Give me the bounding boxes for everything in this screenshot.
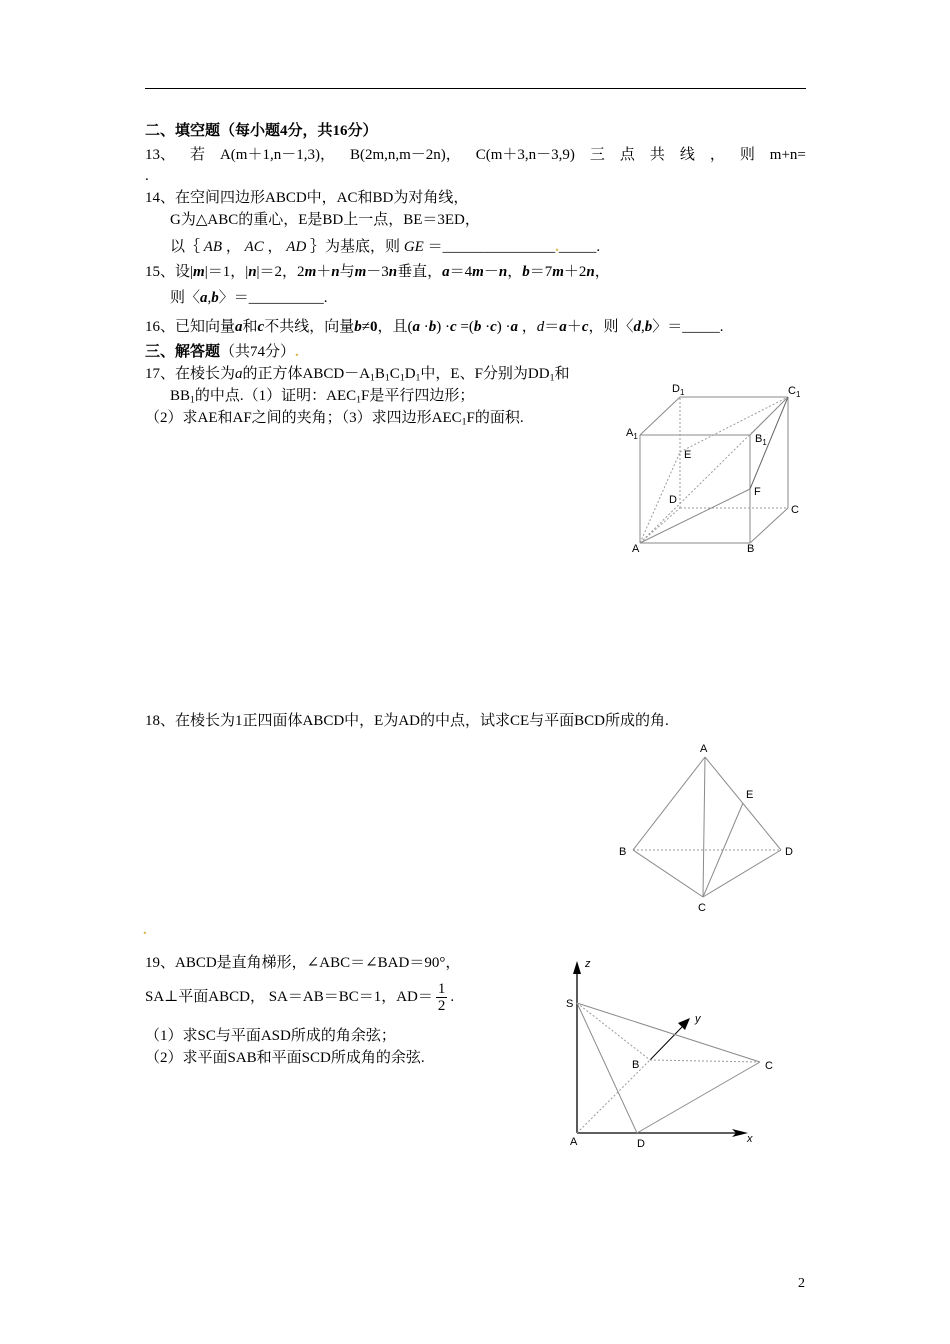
label-a1: $A_1$ (626, 427, 638, 441)
text-run: 点 (619, 147, 635, 163)
text-run: B(2m,n,m－2n)， (349, 147, 461, 163)
text-run: F是平行四边形； (361, 388, 475, 404)
vector-symbol: n (388, 264, 398, 280)
q14-line2: G为△ABC的重心，E是BD上一点，BE＝3ED， (170, 212, 480, 228)
label-c: C (698, 902, 706, 914)
label-b: B (619, 846, 627, 858)
text-run: ) · (496, 319, 511, 335)
q16-line1 (145, 317, 724, 337)
fraction-numerator: 1 (437, 981, 446, 997)
vector-symbol: c (490, 319, 497, 335)
vector-symbol: n (586, 264, 595, 280)
vector-symbol: m (472, 264, 484, 280)
text-run: _______________ (442, 239, 556, 255)
text-run: C(m＋3,n－3,9) (475, 147, 575, 163)
vector-symbol: m (354, 264, 367, 280)
vector-symbol: c (581, 319, 589, 335)
text-run: （2）求AE和AF之间的夹角；（3）求四边形AEC (145, 410, 462, 426)
text-run: 与 (339, 264, 355, 280)
vector-symbol: a (235, 319, 243, 335)
section2-title: 二、填空题（每小题4分，共16分） (145, 123, 378, 139)
vector-symbol: c (257, 319, 265, 335)
segment-a-f (640, 489, 750, 543)
vector-symbol: a (412, 319, 420, 335)
segment-b-c (650, 1060, 760, 1062)
subscript: 1 (356, 394, 362, 406)
vector-symbol: n (248, 264, 257, 280)
label-c: C (765, 1060, 773, 1072)
text-run: 的正方体ABCD－A (242, 366, 371, 382)
edge-b-c (633, 850, 703, 897)
section3-title (145, 342, 299, 362)
math-italic: AD (286, 239, 307, 255)
text-run: 和 (554, 366, 570, 382)
vector-symbol: a (442, 264, 450, 280)
tetrahedron-figure (615, 740, 800, 918)
q15-line1 (145, 262, 610, 282)
text-run: ＝7 (529, 264, 553, 280)
text-run: F的面积. (466, 410, 524, 426)
cube-figure (615, 375, 810, 560)
label-a: A (570, 1136, 578, 1148)
vector-symbol: b (354, 319, 362, 335)
math-italic: d (536, 319, 545, 335)
math-italic: GE (403, 239, 424, 255)
label-b1: $B_1$ (755, 433, 767, 447)
label-f: F (754, 486, 761, 498)
text-run: B (374, 366, 385, 382)
diagonal-a-c1 (640, 397, 788, 543)
segment-e-c1 (680, 397, 788, 452)
vector-symbol: m (304, 264, 317, 280)
edge-a-b (633, 757, 705, 850)
label-s: S (566, 998, 574, 1010)
text-run: D (404, 366, 416, 382)
q13-tail: . (145, 168, 149, 184)
text-run: ， (594, 264, 610, 280)
math-italic: a (235, 366, 243, 382)
vector-symbol: n (498, 264, 508, 280)
text-run: 三 (589, 147, 605, 163)
text-run: C (389, 366, 400, 382)
text-run: 17、在棱长为 (145, 366, 236, 382)
vector-symbol: n (331, 264, 340, 280)
text-run: |＝1，| (204, 264, 249, 280)
q18-line: 18、在棱长为1正四面体ABCD中，E为AD的中点，试求CE与平面BCD所成的角. (145, 713, 669, 729)
text-run: __________ (248, 290, 324, 306)
y-axis-arrow (678, 1018, 690, 1030)
q19-line2-text: SA⊥平面ABCD， SA＝AB＝BC＝1，AD＝ (145, 988, 433, 1005)
subscript: 1 (370, 372, 375, 384)
text-run: 15、设| (145, 264, 194, 280)
vector-symbol: m (193, 264, 205, 280)
text-run: ≠ (361, 319, 370, 335)
label-c1: $C_1$ (788, 385, 801, 399)
text-run: ， (518, 319, 537, 335)
label-d: D (637, 1138, 645, 1150)
label-d: D (669, 494, 677, 506)
vector-symbol: b (522, 264, 530, 280)
text-run: ＝ (544, 319, 560, 335)
q13-line (145, 145, 806, 165)
text-run: 〉＝ (652, 319, 683, 335)
text-run: （共74分） (220, 344, 296, 360)
text-run: 若 (189, 147, 205, 163)
subscript: 1 (415, 372, 421, 384)
subscript: 1 (461, 416, 467, 428)
bold-run: 三、解答题 (145, 344, 221, 360)
text-run: 线 (679, 147, 695, 163)
label-a: A (700, 743, 708, 755)
text-run: . (323, 290, 328, 306)
vector-symbol: c (449, 319, 457, 335)
q17-line1 (145, 364, 569, 388)
q15-line2 (170, 288, 328, 308)
text-run: ，且( (377, 319, 413, 335)
text-run: · (481, 319, 491, 335)
text-run: 的中点.（1）证明：AEC (194, 388, 357, 404)
vector-symbol: b (211, 290, 219, 306)
text-run: 共 (649, 147, 665, 163)
fraction (436, 981, 448, 1014)
text-run: ， (222, 239, 245, 255)
vector-symbol: d (633, 319, 641, 335)
label-y: y (695, 1013, 701, 1025)
edge-a-c (703, 757, 705, 897)
q19-line4: （2）求平面SAB和平面SCD所成角的余弦. (145, 1050, 425, 1066)
text-run: 中，E、F分别为DD (420, 366, 550, 382)
label-b: B (632, 1059, 640, 1071)
text-run: 则〈 (170, 290, 201, 306)
q19-line1: 19、ABCD是直角梯形，∠ABC＝∠BAD＝90°， (145, 955, 461, 971)
label-d: D (785, 846, 793, 858)
z-axis-arrow (573, 961, 581, 974)
text-run: 以｛ (170, 239, 204, 255)
fraction-denominator: 2 (437, 998, 446, 1014)
q19-line2-end: . (450, 988, 455, 1005)
text-run: 不共线，向量 (264, 319, 355, 335)
subscript: 1 (190, 394, 195, 406)
text-run: 16、已知向量 (145, 319, 236, 335)
label-b: B (747, 543, 755, 555)
vector-symbol: a (510, 319, 519, 335)
text-run: ｝为基底，则 (306, 239, 404, 255)
segment-s-c (577, 1003, 760, 1062)
text-run: m+n= (769, 147, 806, 163)
bold-run: 0 (369, 319, 378, 335)
segment-s-b (577, 1003, 650, 1060)
text-run: _____ (682, 319, 720, 335)
text-run: ， (709, 147, 725, 163)
subscript: 1 (549, 372, 555, 384)
text-run: ＝4 (449, 264, 473, 280)
text-run: ＋2 (563, 264, 587, 280)
text-run: ， (507, 264, 523, 280)
text-run: ，则〈 (588, 319, 634, 335)
text-run: ) · (436, 319, 450, 335)
math-italic: AC (244, 239, 264, 255)
label-e: E (746, 789, 754, 801)
text-run: 和 (242, 319, 258, 335)
edge-c-d (703, 850, 781, 897)
vector-symbol: b (473, 319, 482, 335)
text-run: . (719, 319, 724, 335)
text-run: ， (263, 239, 287, 255)
text-run: ＋ (566, 319, 582, 335)
label-x: x (747, 1133, 753, 1145)
q14-line1: 14、在空间四边形ABCD中，AC和BD为对角线， (145, 190, 469, 206)
q17-line3 (145, 408, 524, 432)
marker-dot: . (555, 239, 559, 255)
label-d1: $D_1$ (672, 383, 685, 397)
vector-symbol: b (428, 319, 437, 335)
text-run: －3 (366, 264, 389, 280)
text-run: 垂直， (397, 264, 443, 280)
text-run: _____ (558, 239, 597, 255)
page-number: 2 (798, 1276, 805, 1291)
text-run: － (483, 264, 499, 280)
text-run: , (207, 290, 212, 306)
label-a: A (632, 543, 640, 555)
q14-line3 (170, 237, 600, 257)
subscript: 1 (384, 372, 390, 384)
label-z: z (585, 958, 591, 970)
text-run: ＋ (316, 264, 332, 280)
edge-d1-a1 (640, 397, 680, 435)
text-run: ＝ (423, 239, 443, 255)
q19-line2 (145, 981, 454, 1014)
marker-dot: . (295, 344, 299, 360)
edge-b-c (750, 508, 788, 543)
text-run: 13、 (145, 147, 176, 163)
text-run: =( (456, 319, 474, 335)
vector-symbol: a (559, 319, 567, 335)
vector-symbol: m (552, 264, 564, 280)
math-italic: AB (203, 239, 223, 255)
label-e: E (684, 449, 692, 461)
text-run: . (596, 239, 601, 255)
marker-dot: . (143, 922, 147, 938)
vector-symbol: a (200, 290, 208, 306)
text-run: A(m＋1,n－1,3)， (219, 147, 335, 163)
subscript: 1 (399, 372, 405, 384)
q17-line2 (170, 386, 474, 410)
text-run: 〉＝ (218, 290, 249, 306)
text-run: · (419, 319, 429, 335)
text-run: , (641, 319, 645, 335)
pyramid-axes-figure (560, 955, 785, 1152)
q19-line3: （1）求SC与平面ASD所成的角余弦； (145, 1028, 396, 1044)
vector-symbol: b (644, 319, 653, 335)
header-rule (145, 88, 806, 89)
text-run: BB (170, 388, 191, 404)
segment-c-d (637, 1062, 760, 1133)
text-run: |＝2，2 (256, 264, 305, 280)
text-run: 则 (739, 147, 755, 163)
label-c: C (791, 504, 799, 516)
segment-s-d (577, 1003, 640, 1133)
edge-a-d (640, 508, 680, 543)
